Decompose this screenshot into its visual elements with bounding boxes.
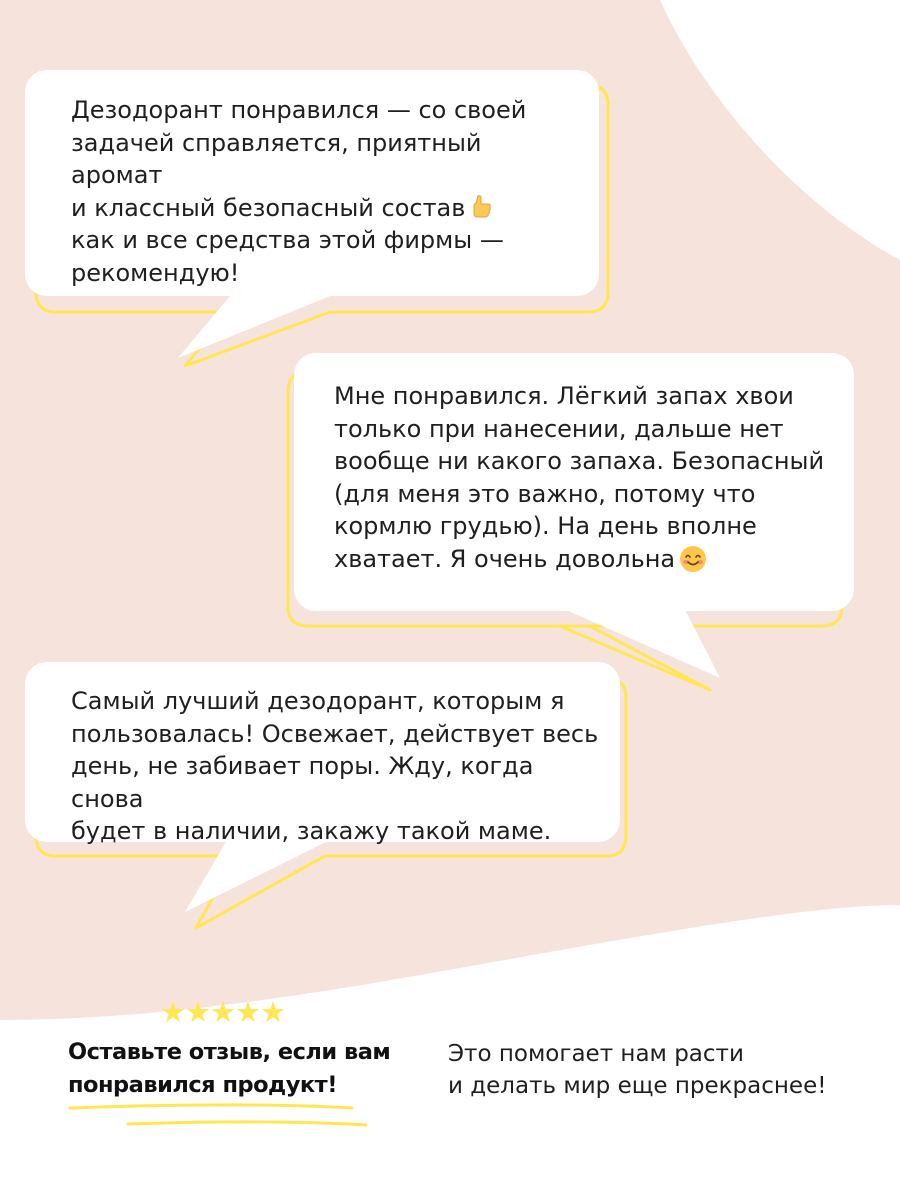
review-text-2: Мне понравился. Лёгкий запах хвои только при нанесении, дальше нет вообще ни какого запаха. Безопасный (для меня это важно, потому что кормлю грудью). На день вполне хватает. Я очень довольна [334, 382, 825, 573]
review-text-3: Самый лучший дезодорант, которым я пользовалась! Освежает, действует весь день, не забивает поры. Жду, когда снова будет в наличии, закажу такой маме. [71, 687, 599, 845]
leave-review-cta: Оставьте отзыв, если вам понравился продукт! [68, 1039, 391, 1098]
underline-scribble-2 [128, 1122, 366, 1125]
smiling-face-icon [679, 545, 707, 573]
support-note: Это помогает нам расти и делать мир еще прекраснее! [448, 1041, 827, 1099]
thumbs-up-icon [469, 194, 493, 220]
review-text-1-cont: как и все средства этой фирмы — рекомендую! [71, 226, 504, 287]
review-bubble-1 [25, 70, 599, 296]
review-bubble-3 [25, 662, 620, 845]
review-bubble-2 [294, 353, 854, 611]
rating-stars: ★★★★★ [160, 995, 285, 1029]
underline-scribble-1 [70, 1105, 352, 1108]
review-text-1: Дезодорант понравился — со своей задачей справляется, приятный аромат и классный безопасный состав [71, 96, 527, 222]
